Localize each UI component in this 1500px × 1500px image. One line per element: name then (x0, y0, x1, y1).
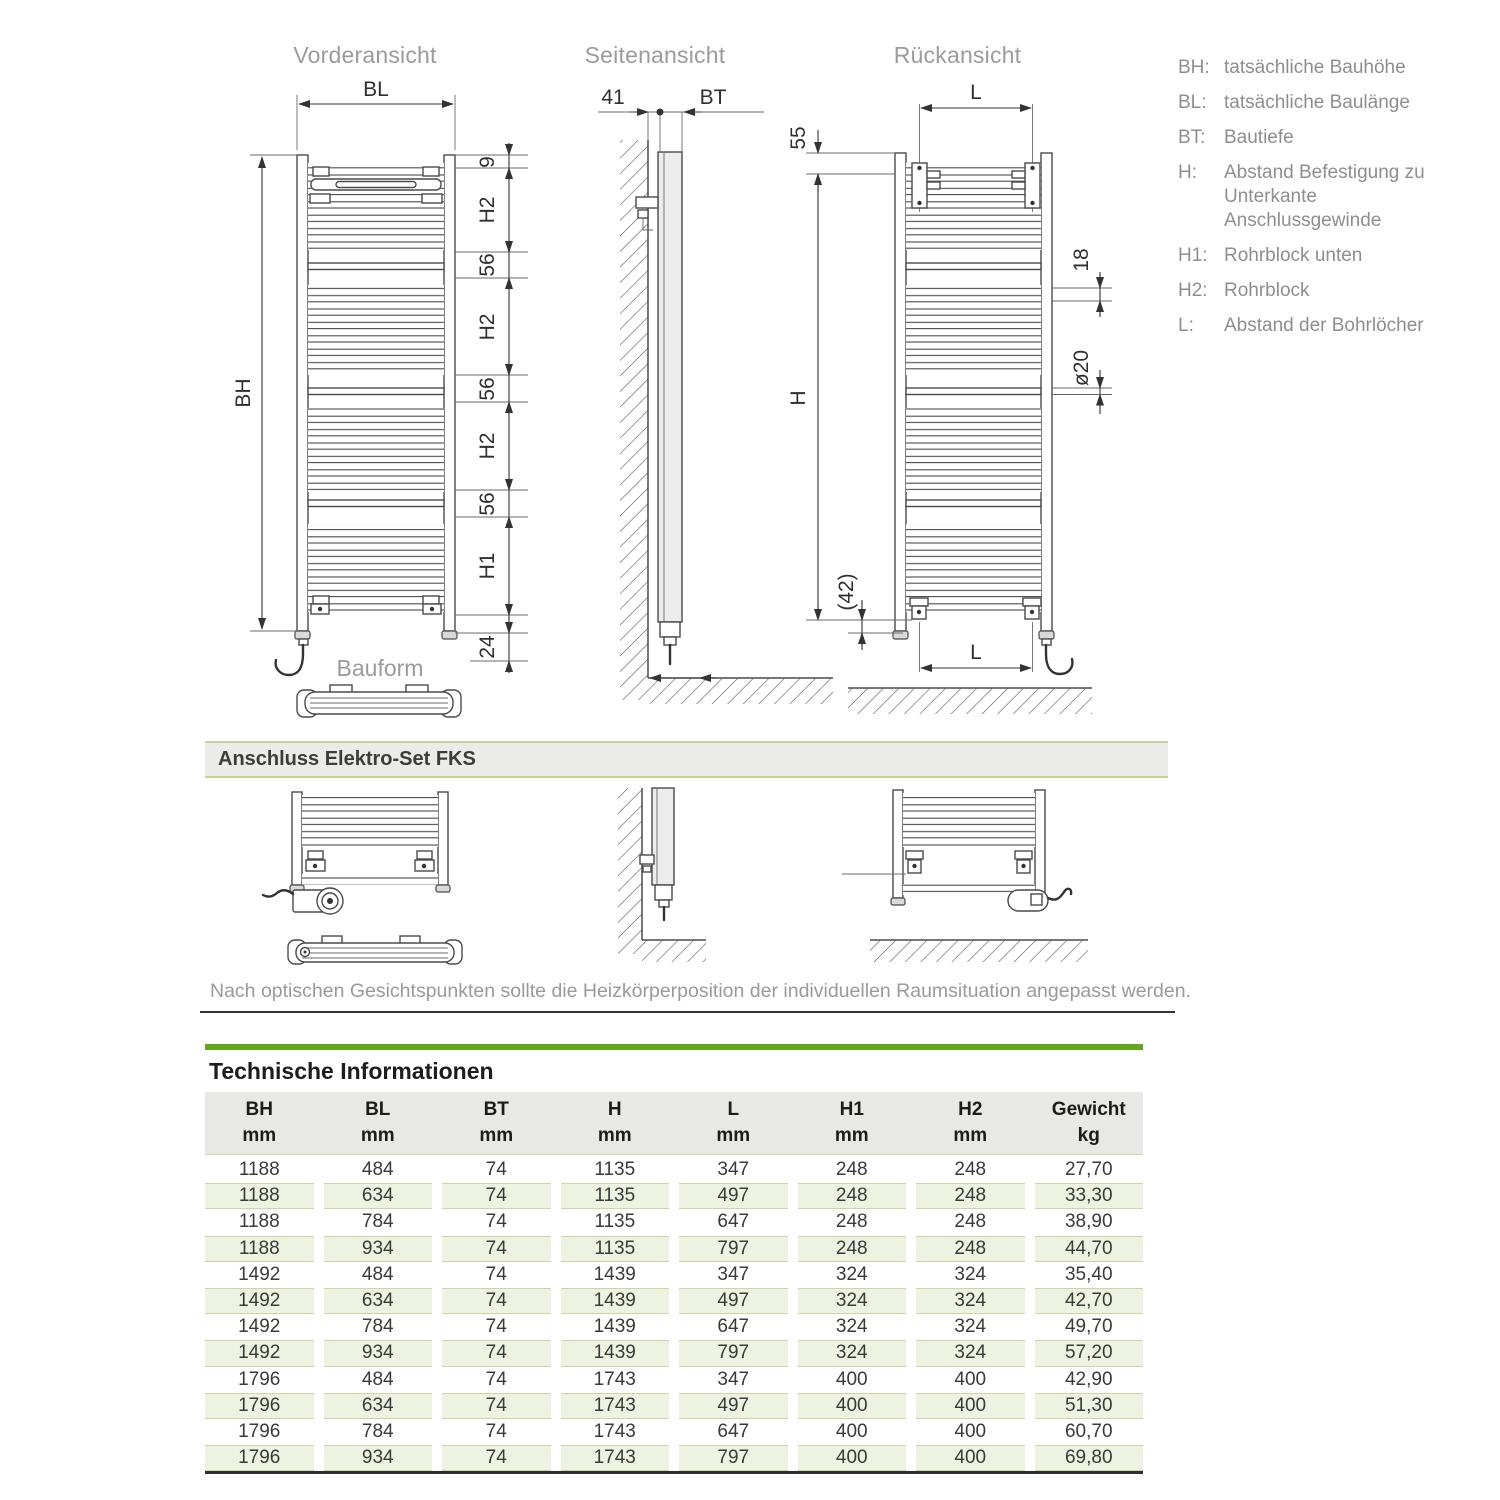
table-cell: 400 (916, 1445, 1025, 1471)
table-cell: 51,30 (1035, 1393, 1144, 1419)
column-header-gewicht: Gewicht kg (1051, 1099, 1126, 1146)
spec-table-header (205, 1092, 1143, 1155)
table-cell: 1135 (594, 1159, 636, 1181)
legend-key: L: (1178, 315, 1194, 336)
rear-dim-l-top: L (970, 81, 982, 104)
table-row (205, 1183, 1143, 1209)
table-row (205, 1314, 1143, 1340)
table-cell: 248 (954, 1159, 987, 1181)
table-cell: 934 (324, 1445, 433, 1471)
table-row (205, 1445, 1143, 1471)
legend-text: tatsächliche Baulänge (1224, 92, 1410, 113)
table-cell: 324 (916, 1288, 1025, 1314)
table-cell: 324 (835, 1316, 868, 1338)
column-header-h1: H1 mm (834, 1099, 869, 1146)
table-cell: 324 (916, 1340, 1025, 1366)
table-cell: 1743 (593, 1420, 636, 1442)
table-cell: 1492 (205, 1288, 314, 1314)
table-cell: 324 (798, 1288, 907, 1314)
table-cell: 74 (485, 1316, 507, 1338)
anschluss-section-heading: Anschluss Elektro-Set FKS (205, 741, 1168, 778)
table-cell: 634 (324, 1288, 433, 1314)
front-dim-h2: H2 (476, 432, 499, 460)
legend-key: BH: (1178, 57, 1210, 78)
legend-text: Abstand Befestigung zu Unterkante Anschlussgewinde (1224, 162, 1425, 231)
table-cell: 484 (361, 1263, 394, 1285)
table-cell: 400 (798, 1393, 907, 1419)
table-row (205, 1288, 1143, 1314)
legend-key: H2: (1178, 280, 1208, 301)
table-row (205, 1393, 1143, 1419)
table-cell: 1439 (561, 1288, 670, 1314)
table-cell: 647 (717, 1420, 750, 1442)
side-dim-41: 41 (601, 86, 625, 109)
table-cell: 1188 (238, 1211, 280, 1233)
fks-front-drawing (263, 792, 462, 964)
front-dim-h1: H1 (476, 552, 499, 580)
column-header-h2: H2 mm (953, 1099, 988, 1146)
legend-key: H1: (1178, 245, 1208, 266)
table-cell: 1439 (561, 1340, 670, 1366)
table-cell: 347 (717, 1368, 750, 1390)
technical-info-title: Technische Informationen (209, 1058, 494, 1084)
rear-dim-l-bottom: L (970, 641, 982, 664)
table-cell: 248 (916, 1183, 1025, 1209)
table-cell: 57,20 (1035, 1340, 1144, 1366)
table-cell: 1796 (238, 1368, 281, 1390)
table-cell: 647 (717, 1316, 750, 1338)
table-cell: 248 (835, 1211, 868, 1233)
table-cell: 248 (798, 1183, 907, 1209)
front-dim-bh: BH (232, 378, 255, 408)
table-cell: 484 (361, 1159, 394, 1181)
table-cell: 347 (717, 1263, 750, 1285)
rear-dim-18: 18 (1070, 248, 1093, 272)
table-row (205, 1419, 1143, 1445)
table-cell: 497 (679, 1393, 788, 1419)
table-cell: 497 (679, 1288, 788, 1314)
front-dim-56: 56 (476, 253, 499, 277)
table-cell: 38,90 (1064, 1211, 1113, 1233)
table-cell: 74 (485, 1263, 507, 1285)
spec-table-body (205, 1155, 1143, 1474)
legend-key: H: (1178, 162, 1197, 183)
table-row (205, 1340, 1143, 1366)
legend-text: tatsächliche Bauhöhe (1224, 57, 1406, 78)
table-cell: 74 (442, 1393, 551, 1419)
bauform-label: Bauform (336, 655, 424, 681)
table-cell: 634 (324, 1183, 433, 1209)
table-cell: 797 (679, 1340, 788, 1366)
side-dim-bt: BT (699, 86, 727, 109)
table-cell: 400 (835, 1368, 868, 1390)
front-view-title: Vorderansicht (293, 42, 437, 68)
table-cell: 497 (679, 1183, 788, 1209)
table-cell: 248 (954, 1211, 987, 1233)
table-cell: 27,70 (1064, 1159, 1113, 1181)
table-cell: 400 (835, 1420, 868, 1442)
table-cell: 1743 (593, 1368, 636, 1390)
rear-dim-h: H (787, 390, 810, 406)
legend-key: BT: (1178, 127, 1206, 148)
table-cell: 1135 (561, 1236, 670, 1262)
table-cell: 784 (361, 1316, 394, 1338)
table-cell: 49,70 (1064, 1316, 1113, 1338)
table-cell: 347 (717, 1159, 750, 1181)
table-cell: 44,70 (1035, 1236, 1144, 1262)
table-cell: 248 (798, 1236, 907, 1262)
table-cell: 400 (954, 1368, 987, 1390)
legend-text: Abstand der Bohrlöcher (1224, 315, 1424, 336)
legend-key: BL: (1178, 92, 1207, 113)
column-header-bl: BL mm (360, 1099, 395, 1146)
table-cell: 69,80 (1035, 1445, 1144, 1471)
bauform-top-view (297, 685, 461, 717)
table-cell: 324 (954, 1263, 987, 1285)
table-cell: 1743 (561, 1393, 670, 1419)
fks-side-drawing (618, 788, 706, 962)
front-dim-56: 56 (476, 377, 499, 401)
table-cell: 1188 (205, 1236, 314, 1262)
column-header-l: L mm (716, 1099, 751, 1146)
column-header-bh: BH mm (242, 1099, 277, 1146)
table-cell: 1743 (561, 1445, 670, 1471)
table-cell: 42,70 (1035, 1288, 1144, 1314)
positioning-note: Nach optischen Gesichtspunkten sollte die Heizkörperposition der individuellen Raumsituation angepasst werden. (210, 980, 1191, 1002)
legend-text: Bautiefe (1224, 127, 1294, 148)
front-view-drawing (232, 78, 528, 717)
table-cell: 1492 (238, 1316, 281, 1338)
table-cell: 1188 (238, 1159, 280, 1181)
column-header-h: H mm (597, 1099, 632, 1146)
legend-text: Rohrblock unten (1224, 245, 1363, 266)
table-cell: 1796 (238, 1420, 281, 1442)
table-row (205, 1367, 1143, 1393)
table-cell: 634 (324, 1393, 433, 1419)
legend-text: Rohrblock (1224, 280, 1310, 301)
table-cell: 934 (324, 1340, 433, 1366)
table-row (205, 1209, 1143, 1235)
table-cell: 1439 (593, 1316, 636, 1338)
table-cell: 42,90 (1064, 1368, 1113, 1390)
side-view-title: Seitenansicht (584, 42, 726, 68)
table-cell: 324 (798, 1340, 907, 1366)
table-cell: 74 (442, 1183, 551, 1209)
table-cell: 60,70 (1064, 1420, 1113, 1442)
table-cell: 400 (916, 1393, 1025, 1419)
column-header-bt: BT mm (479, 1099, 514, 1146)
table-cell: 1796 (205, 1445, 314, 1471)
table-cell: 74 (485, 1211, 507, 1233)
fks-rear-drawing (842, 790, 1088, 962)
table-cell: 74 (442, 1288, 551, 1314)
front-dim-56: 56 (476, 492, 499, 516)
table-cell: 74 (442, 1445, 551, 1471)
front-dim-9: 9 (476, 156, 499, 168)
spec-table (205, 1092, 1143, 1474)
table-cell: 35,40 (1064, 1263, 1113, 1285)
table-cell: 1492 (205, 1340, 314, 1366)
table-cell: 33,30 (1035, 1183, 1144, 1209)
rear-view-title: Rückansicht (893, 42, 1022, 68)
green-accent-line (205, 1044, 1143, 1050)
table-cell: 1492 (238, 1263, 281, 1285)
table-cell: 934 (324, 1236, 433, 1262)
table-cell: 324 (835, 1263, 868, 1285)
table-cell: 400 (798, 1445, 907, 1471)
table-cell: 1135 (561, 1183, 670, 1209)
front-dim-h2: H2 (476, 196, 499, 224)
table-cell: 1796 (205, 1393, 314, 1419)
table-row (205, 1262, 1143, 1288)
table-cell: 1188 (205, 1183, 314, 1209)
table-cell: 248 (835, 1159, 868, 1181)
front-dim-24: 24 (476, 635, 499, 659)
table-cell: 1135 (594, 1211, 636, 1233)
table-cell: 74 (485, 1420, 507, 1442)
rear-dim-55: 55 (787, 126, 810, 150)
rear-view-drawing (787, 81, 1112, 714)
table-cell: 647 (717, 1211, 750, 1233)
table-cell: 248 (916, 1236, 1025, 1262)
table-cell: 74 (485, 1159, 507, 1181)
table-row (205, 1236, 1143, 1262)
table-cell: 74 (485, 1368, 507, 1390)
table-cell: 1439 (593, 1263, 636, 1285)
rear-dim-42: (42) (835, 573, 858, 611)
table-row (205, 1157, 1143, 1183)
table-cell: 400 (954, 1420, 987, 1442)
table-cell: 484 (361, 1368, 394, 1390)
front-dim-bl: BL (363, 78, 389, 101)
table-cell: 797 (679, 1445, 788, 1471)
table-cell: 784 (361, 1211, 394, 1233)
section-divider-line (200, 1011, 1175, 1013)
rear-dim-o20: ø20 (1070, 349, 1093, 387)
table-cell: 74 (442, 1340, 551, 1366)
table-cell: 74 (442, 1236, 551, 1262)
table-cell: 797 (679, 1236, 788, 1262)
table-cell: 784 (361, 1420, 394, 1442)
front-dim-h2: H2 (476, 313, 499, 341)
table-cell: 324 (954, 1316, 987, 1338)
